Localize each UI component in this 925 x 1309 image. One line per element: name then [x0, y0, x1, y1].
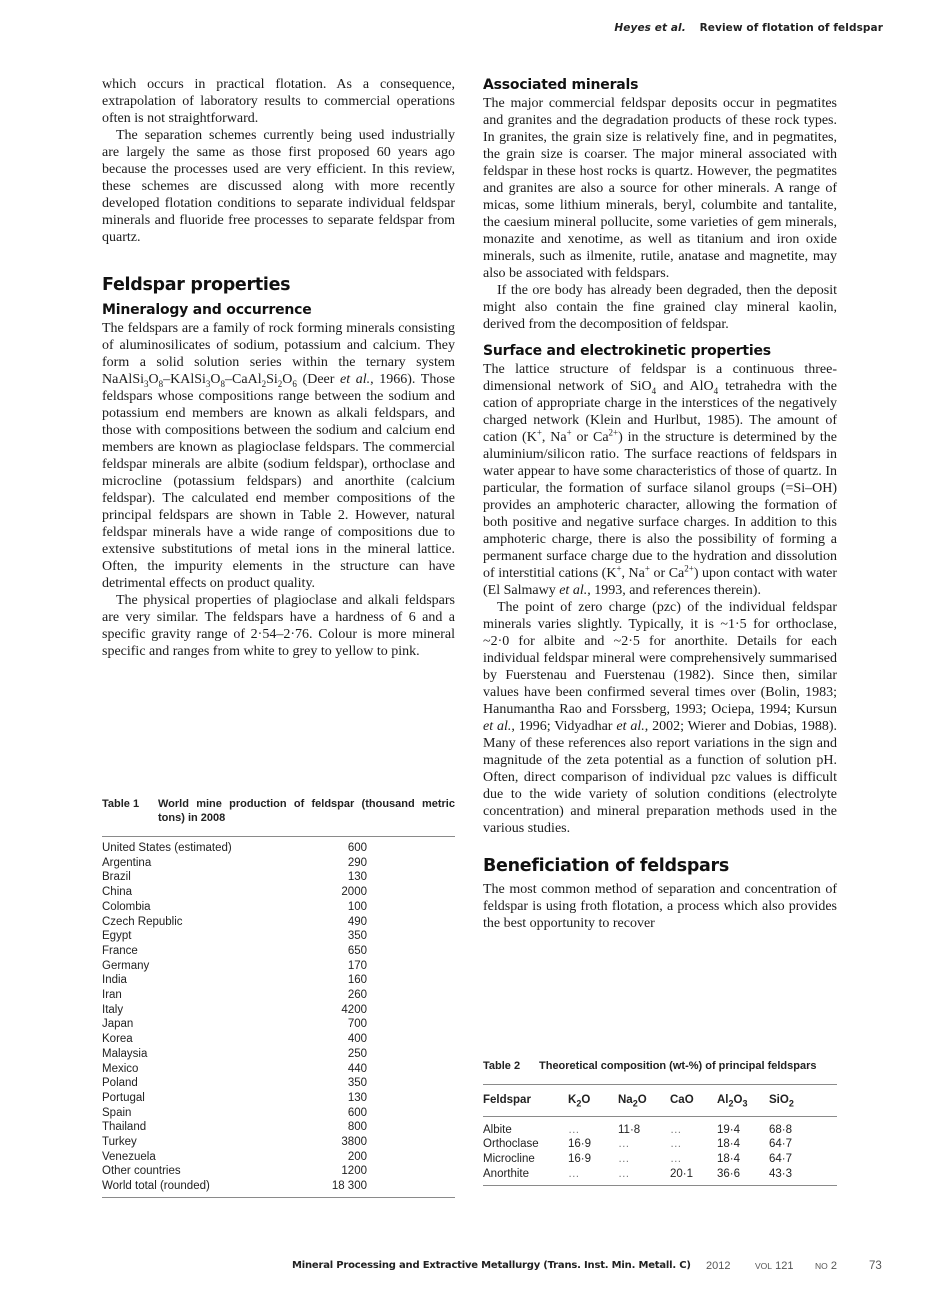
cao-cell: 20·1 [670, 1167, 694, 1180]
country-cell: Poland [102, 1077, 138, 1090]
production-value-cell: 170 [347, 959, 367, 972]
intro-paragraph-1: which occurs in practical flotation. As a consequence, extrapolation of laboratory results to commercial operations often is not straightforward. [102, 77, 455, 126]
mineralogy-paragraph-1: The feldspars are a family of rock forming minerals consisting of aluminosilicates of sodium, potassium and calcium. They form a solid solution series within the ternary system $NaAlSi_3O_8-KAlSi_3O_8-CaAl_2Si_2O_6$ (Deer et al., 1966). Those feldspars whose compositions range between the sodium and potassium end members are known as alkali feldspars, and those with compositions between the sodium and calcium end members are known as plagioclase feldspars. The commercial feldspar minerals are albite (sodium feldspar), orthoclase and microcline (potassium feldspars) and anorthite (calcium feldspar). The calculated end member compositions of the principal feldspars are shown in Table 2. However, natural feldspar minerals have a wide range of compositions due to extensive substitutions of metal ions in the mineral lattice. Often, the impurity elements in the structure can have detrimental effects on product quality. [102, 321, 456, 591]
table-row [102, 1076, 455, 1091]
running-head [614, 22, 883, 34]
country-cell: Iran [102, 989, 122, 1002]
cao-cell: … [670, 1123, 682, 1136]
footer-issue: NO 2 [815, 1260, 837, 1272]
feldspar-cell: Albite [483, 1123, 512, 1136]
production-value-cell: 350 [347, 930, 367, 943]
na2o-cell: … [618, 1153, 630, 1166]
table-row [102, 856, 455, 871]
column-header-cao: CaO [670, 1094, 694, 1106]
production-value-cell: 130 [347, 871, 367, 884]
table-2-caption [483, 1059, 837, 1073]
sio2-cell: 43·3 [769, 1167, 793, 1180]
production-value-cell: 4200 [341, 1003, 367, 1016]
k2o-cell: 16·9 [568, 1153, 592, 1166]
production-value-cell: 600 [347, 842, 367, 854]
cao-cell: … [670, 1153, 682, 1166]
country-cell: Turkey [102, 1136, 137, 1149]
table-1-body [102, 841, 455, 1194]
al2o3-cell: 18·4 [717, 1153, 741, 1166]
sio2-cell: 64·7 [769, 1153, 793, 1166]
al2o3-cell: 19·4 [717, 1123, 741, 1136]
country-cell: Italy [102, 1003, 124, 1016]
section-heading-beneficiation: Beneficiation of feldspars [483, 856, 730, 876]
table-row [102, 870, 455, 885]
column-header-k2o: $K_2O$ [568, 1094, 591, 1109]
surface-paragraph-1: The lattice structure of feldspar is a continuous three-dimensional network of SiO$_4$ and AlO$_4$ tetrahedra with the cation of appropriate charge in the interstices of the negatively charged network (Klein and Hurlbut, 1985). The amount of cation (K+, Na+ or $Ca^{2+}$) in the structure is determined by the aluminium/silicon ratio. The surface reactions of feldspars in water appear to have some characteristics of those of quartz. In particular, the formation of surface silanol groups (=Si–OH) provides an amphoteric character, allowing the formation of both positive and negative surface charges. In addition to this amphoteric charge, there is also the possibility of forming a permanent surface charge due to the hydration and dissolution of interstitial cations (K+, Na+ or $Ca^{2+}$) upon contact with water (El Salmawy et al., 1993, and references therein). [483, 362, 838, 598]
table-row [102, 1091, 455, 1106]
country-cell: Egypt [102, 930, 132, 943]
table-row [102, 1135, 455, 1150]
associated-paragraph-1: The major commercial feldspar deposits occur in pegmatites and granites and the degradation products of these rock types. In granites, the grain size is relatively fine, and in pegmatites, the grain size is coarser. The major mineral associated with feldspar in these host rocks is quartz. However, the pegmatites and granites are also a source for other minerals. A range of micas, some lithium minerals, beryl, columbite and tantalite, the caesium mineral pollucite, some varieties of gem minerals, monazite and xenotime, as well as titanium and iron oxide minerals, such as ilmenite, rutile, anatase and magnetite, may also be associated with feldspars. [483, 96, 837, 281]
table-row [102, 1017, 455, 1032]
production-value-cell: 440 [347, 1062, 367, 1075]
production-value-cell: 800 [347, 1121, 367, 1134]
table-row [102, 1106, 455, 1121]
country-cell: Other countries [102, 1165, 181, 1178]
production-value-cell: 290 [347, 856, 367, 869]
production-value-cell: 260 [347, 989, 367, 1002]
running-head-title: Review of flotation of feldspar [699, 22, 883, 34]
country-cell: Portugal [102, 1091, 145, 1104]
country-cell: Korea [102, 1033, 133, 1046]
table-row [102, 1003, 455, 1018]
table-2-label: Table 2 [483, 1060, 521, 1072]
country-cell: France [102, 944, 138, 957]
table-row [483, 1167, 837, 1182]
table-row [102, 841, 455, 856]
table-row [102, 959, 455, 974]
country-cell: World total (rounded) [102, 1180, 210, 1193]
al2o3-cell: 36·6 [717, 1167, 741, 1180]
table-row [102, 915, 455, 930]
country-cell: Czech Republic [102, 915, 183, 928]
country-cell: Germany [102, 959, 150, 972]
left-column [102, 76, 455, 660]
footer-year: 2012 [706, 1260, 731, 1272]
sio2-cell: 64·7 [769, 1138, 793, 1151]
beneficiation-paragraph-1: The most common method of separation and concentration of feldspar is using froth flotation, a process which also provides the best opportunity to recover [483, 882, 837, 931]
production-value-cell: 650 [347, 944, 367, 957]
country-cell: Mexico [102, 1062, 139, 1075]
subsection-heading-surface-properties: Surface and electrokinetic properties [483, 343, 771, 359]
table-row [102, 973, 455, 988]
table-2-title: Theoretical composition (wt-%) of principal feldspars [539, 1060, 817, 1072]
production-value-cell: 700 [347, 1018, 367, 1031]
production-value-cell: 1200 [341, 1165, 367, 1178]
k2o-cell: … [568, 1167, 580, 1180]
na2o-cell: … [618, 1138, 630, 1151]
footer-volume: VOL 121 [755, 1260, 794, 1272]
table-1-caption [102, 797, 455, 825]
table-row [102, 944, 455, 959]
table-row [102, 1150, 455, 1165]
table-row [483, 1137, 837, 1152]
subsection-heading-associated-minerals: Associated minerals [483, 77, 639, 93]
intro-paragraph-2: The separation schemes currently being used industrially are largely the same as those first proposed 60 years ago because the processes used are very efficient. In this review, these schemes are discussed along with more recently developed flotation conditions to separate individual feldspar minerals and fluoride free processes to separate feldspar from quartz. [102, 128, 455, 245]
feldspar-cell: Orthoclase [483, 1138, 539, 1151]
country-cell: China [102, 886, 133, 899]
al2o3-cell: 18·4 [717, 1138, 741, 1151]
production-value-cell: 160 [347, 974, 367, 987]
table-1-bottom-rule [102, 1197, 455, 1198]
feldspar-cell: Anorthite [483, 1167, 530, 1180]
footer-journal: Mineral Processing and Extractive Metallurgy (Trans. Inst. Min. Metall. C) [292, 1260, 691, 1271]
production-value-cell: 250 [347, 1047, 367, 1060]
production-value-cell: 18 300 [331, 1180, 367, 1193]
production-value-cell: 490 [347, 915, 367, 928]
country-cell: Colombia [102, 900, 151, 913]
table-row [102, 885, 455, 900]
country-cell: India [102, 974, 127, 987]
table-2-bottom-rule [483, 1185, 837, 1186]
production-value-cell: 3800 [341, 1136, 367, 1149]
column-header-feldspar: Feldspar [483, 1094, 531, 1106]
footer-page-number: 73 [869, 1260, 882, 1272]
section-heading-feldspar-properties: Feldspar properties [102, 275, 291, 295]
na2o-cell: 11·8 [618, 1123, 641, 1136]
k2o-cell: … [568, 1123, 580, 1136]
subsection-heading-mineralogy: Mineralogy and occurrence [102, 302, 312, 318]
table-1-top-rule [102, 836, 455, 837]
production-value-cell: 2000 [341, 886, 367, 899]
table-1-title: World mine production of feldspar (thousand metric tons) in 2008 [158, 798, 455, 824]
country-cell: Thailand [102, 1121, 147, 1134]
right-column [483, 76, 837, 932]
ternary-formula: $NaAlSi_3O_8-KAlSi_3O_8-CaAl_2Si_2O_6$ [102, 372, 297, 389]
country-cell: Japan [102, 1018, 134, 1031]
table-2 [483, 1059, 837, 1186]
table-row [483, 1152, 837, 1167]
country-cell: Malaysia [102, 1047, 148, 1060]
table-row [102, 988, 455, 1003]
table-1-label: Table 1 [102, 798, 140, 810]
table-row [102, 1120, 455, 1135]
table-row [102, 1032, 455, 1047]
column-header-al2o3: $Al_2O_3$ [717, 1094, 748, 1109]
production-value-cell: 200 [347, 1150, 367, 1163]
column-header-na2o: $Na_2O$ [618, 1094, 647, 1109]
running-head-authors: Heyes et al. [614, 22, 686, 34]
production-value-cell: 600 [347, 1106, 367, 1119]
production-value-cell: 350 [347, 1077, 367, 1090]
table-1 [102, 797, 455, 1198]
table-row [102, 1062, 455, 1077]
associated-paragraph-2: If the ore body has already been degraded, then the deposit might also contain the fine grained clay mineral kaolin, derived from the decomposition of feldspar. [483, 283, 837, 332]
sio2-cell: 68·8 [769, 1123, 793, 1136]
table-2-body [483, 1085, 837, 1182]
mineralogy-paragraph-2: The physical properties of plagioclase and alkali feldspars are very similar. The feldspars have a hardness of 6 and a specific gravity range of 2·54–2·76. Colour is more mineral specific and ranges from white to grey to yellow to pink. [102, 593, 455, 659]
production-value-cell: 100 [347, 900, 367, 913]
production-value-cell: 400 [347, 1033, 367, 1046]
production-value-cell: 130 [347, 1091, 367, 1104]
country-cell: Venezuela [102, 1150, 156, 1163]
surface-paragraph-2: The point of zero charge (pzc) of the individual feldspar minerals varies slightly. Typically, it is ~1·5 for orthoclase, ~2·0 for albite and ~2·5 for anorthite. Details for each individual feldspar mineral were comprehensively summarised by Fuerstenau and Fuerstenau (1982). Since then, similar values have been confirmed several times over (Bolin, 1983; Hanumantha Rao and Forssberg, 1993; Ociepa, 1994; Kursun et al., 1996; Vidyadhar et al., 2002; Wierer and Dobias, 1988). Many of these references also report variations in the sign and magnitude of the zeta potential as a function of solution pH. Often, direct comparison of individual pzc values is difficult due to the wide variety of solution conditions (electrolyte concentration) and mineral preparation methods used in the various studies. [483, 600, 838, 836]
table-row [102, 1164, 455, 1179]
table-row [102, 1047, 455, 1062]
k2o-cell: 16·9 [568, 1138, 592, 1151]
table-row [483, 1116, 837, 1137]
column-header-sio2: SiO$_2$ [769, 1094, 794, 1109]
country-cell: Brazil [102, 871, 131, 884]
table-row [102, 1179, 455, 1194]
cao-cell: … [670, 1138, 682, 1151]
country-cell: United States (estimated) [102, 842, 232, 854]
feldspar-cell: Microcline [483, 1153, 535, 1166]
na2o-cell: … [618, 1167, 630, 1180]
country-cell: Spain [102, 1106, 132, 1119]
country-cell: Argentina [102, 856, 152, 869]
table-2-header-row [483, 1085, 837, 1116]
table-row [102, 929, 455, 944]
table-row [102, 900, 455, 915]
